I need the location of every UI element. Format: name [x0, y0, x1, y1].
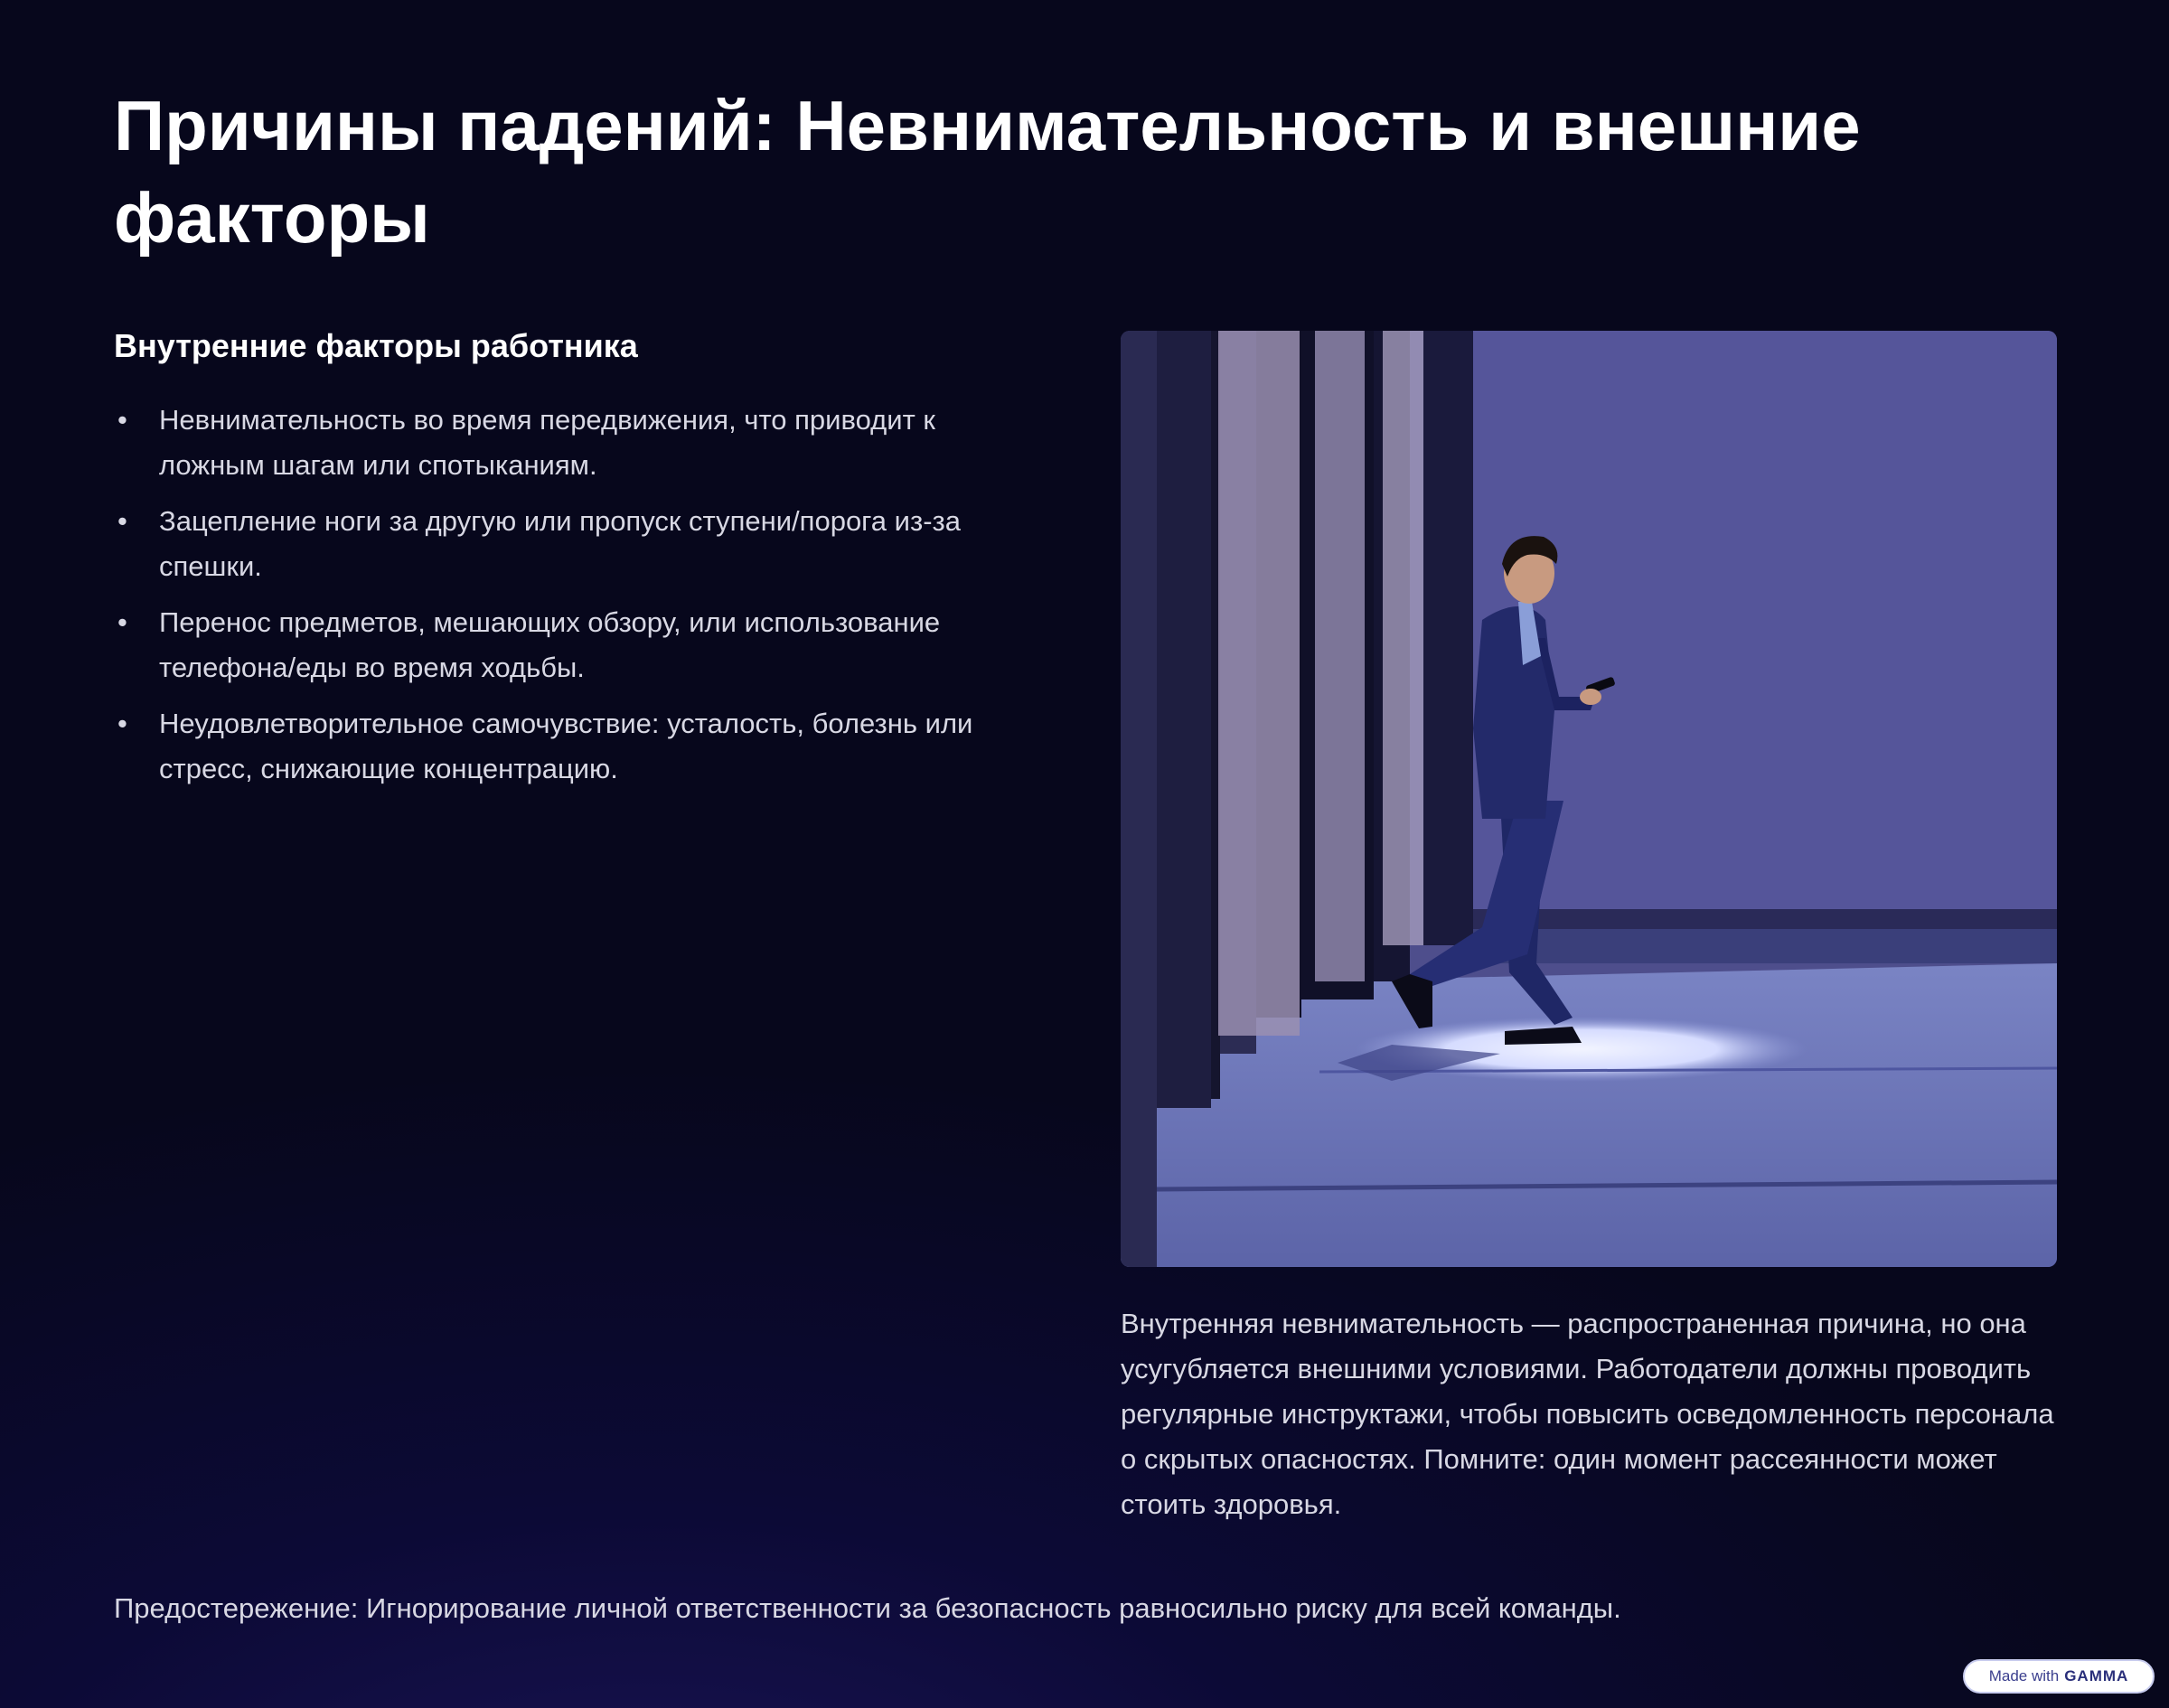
illustration-image: [1121, 331, 2057, 1267]
warning-text: Предостережение: Игнорирование личной ответственности за безопасность равносильно риску для всей команды.: [114, 1592, 1621, 1624]
page-title: Причины падений: Невнимательность и внешние факторы: [114, 86, 1861, 258]
list-item: [114, 398, 1027, 488]
bullet-list: [114, 398, 1027, 802]
list-item: [114, 499, 1027, 589]
list-item-text: Зацепление ноги за другую или пропуск ступени/порога из-за спешки.: [159, 505, 961, 582]
list-item: [114, 600, 1027, 690]
bullet-icon: •: [117, 404, 127, 436]
list-item-text: Неудовлетворительное самочувствие: усталость, болезнь или стресс, снижающие концентрацию.: [159, 708, 973, 784]
caption-text: Внутренняя невнимательность — распространенная причина, но она усугубляется внешними условиями. Работодатели должны проводить регулярные инструктажи, чтобы повысить осведомленность персонала о скрытых опасностях. Помните: один момент рассеянности может стоить здоровья.: [1121, 1308, 2054, 1520]
section-heading: Внутренние факторы работника: [114, 327, 638, 364]
made-with-gamma-badge[interactable]: [1963, 1659, 2155, 1694]
list-item: [114, 701, 1027, 792]
gamma-logo: GAMMA: [2064, 1667, 2129, 1685]
man-walking-with-phone-icon: [1121, 331, 2057, 1267]
bullet-icon: •: [117, 606, 127, 638]
list-item-text: Невнимательность во время передвижения, что приводит к ложным шагам или спотыканиям.: [159, 404, 935, 481]
bullet-icon: •: [117, 708, 127, 739]
bullet-icon: •: [117, 505, 127, 537]
badge-prefix: Made with: [1988, 1667, 2060, 1685]
list-item-text: Перенос предметов, мешающих обзору, или использование телефона/еды во время ходьбы.: [159, 606, 941, 683]
